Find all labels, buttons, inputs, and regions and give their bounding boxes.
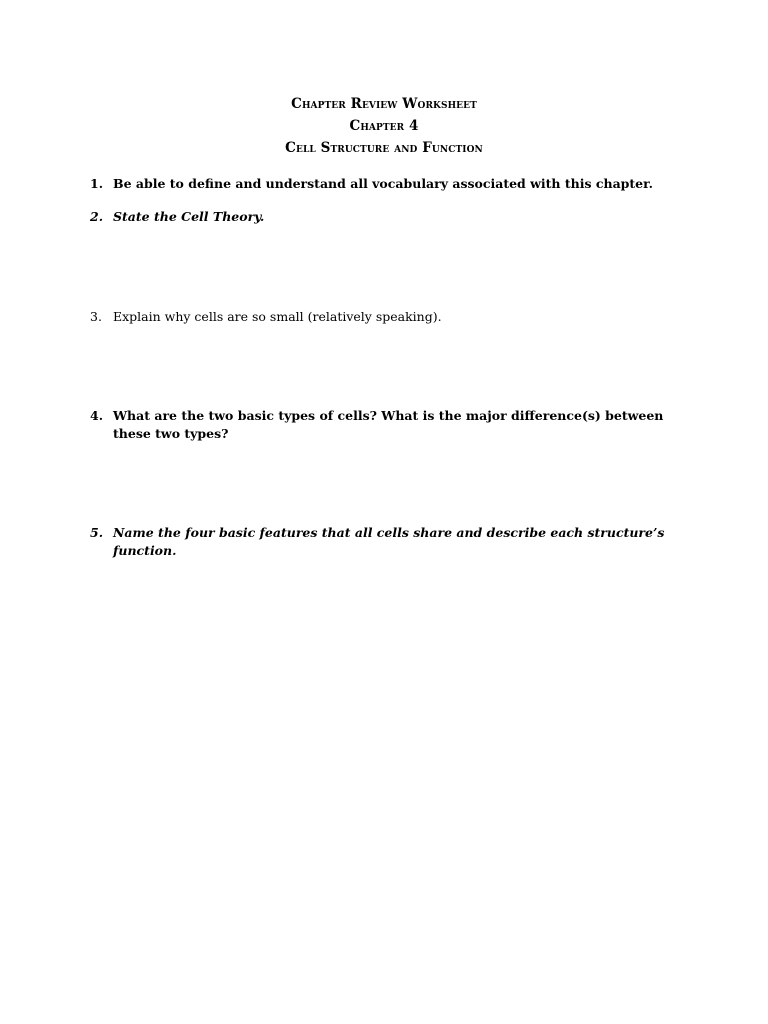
- question-number: 3.: [90, 309, 102, 324]
- question-number: 1.: [90, 176, 104, 191]
- question-text: State the Cell Theory.: [113, 209, 265, 224]
- question-2: [90, 208, 690, 226]
- question-text: Be able to define and understand all vocabulary associated with this chapter.: [113, 176, 653, 191]
- question-number: 4.: [90, 408, 104, 423]
- question-text: Explain why cells are so small (relatively speaking).: [113, 309, 442, 324]
- question-number: 2.: [90, 209, 104, 224]
- chapter-title: Cell Structure and Function: [285, 140, 483, 156]
- question-5: [90, 524, 690, 560]
- question-text: What are the two basic types of cells? What is the major difference(s) between these two types?: [113, 408, 664, 441]
- worksheet-title: Chapter Review Worksheet: [291, 96, 477, 112]
- question-text: Name the four basic features that all cells share and describe each structure’s function.: [113, 525, 665, 558]
- worksheet-header: [0, 93, 768, 159]
- chapter-number: Chapter 4: [349, 118, 419, 134]
- question-number: 5.: [90, 525, 104, 540]
- question-3: [90, 308, 690, 326]
- question-1: [90, 175, 690, 193]
- question-4: [90, 407, 690, 443]
